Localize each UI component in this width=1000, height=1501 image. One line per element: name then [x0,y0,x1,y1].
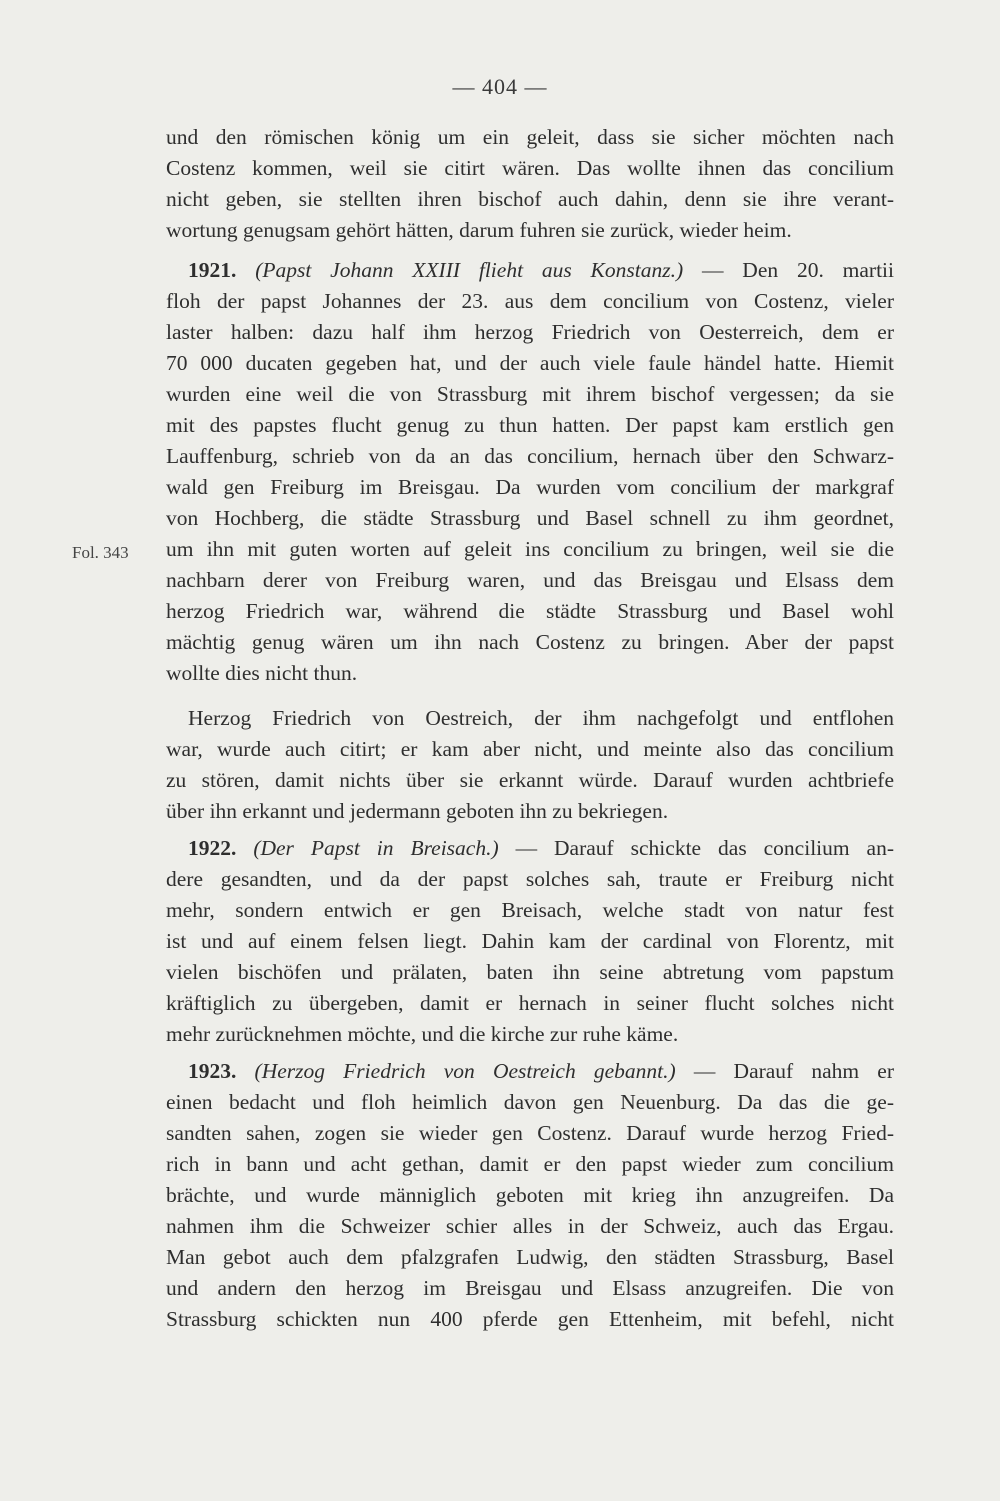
section-heading-rest: — Darauf nahm er [693,1059,895,1083]
text-line: herzog Friedrich war, während die städte Strassburg und Basel wohl [166,599,894,623]
section-title: (Papst Johann XXIII flieht aus Konstanz.) [255,258,684,282]
text-line: nahmen ihm die Schweizer schier alles in der Schweiz, auch das Ergau. [166,1214,894,1238]
margin-note: Fol. 343 [72,543,129,562]
text-line: rich in bann und acht gethan, damit er den papst wieder zum concilium [166,1152,894,1176]
text-line: um ihn mit guten worten auf geleit ins concilium zu bringen, weil sie die [166,537,894,561]
text-line: nicht geben, sie stellten ihren bischof auch dahin, denn sie ihre verant- [166,187,894,211]
section-number: 1922. [188,836,237,860]
text-line: zu stören, damit nichts über sie erkannt würde. Darauf wurden achtbriefe [166,768,894,792]
text-line: und den römischen könig um ein geleit, dass sie sicher möchten nach [166,125,894,149]
text-line: von Hochberg, die städte Strassburg und Basel schnell zu ihm geordnet, [166,506,894,530]
section-heading-line [166,833,894,864]
text-line: mehr, sondern entwich er gen Breisach, welche stadt von natur fest [166,898,894,922]
page-number: — 404 — [452,74,548,99]
text-line: und andern den herzog im Breisgau und Elsass anzugreifen. Die von [166,1276,894,1300]
text-line: kräftiglich zu übergeben, damit er hernach in seiner flucht solches nicht [166,991,894,1015]
section-heading-rest: — Darauf schickte das concilium an- [515,836,895,860]
text-line: ist und auf einem felsen liegt. Dahin kam der cardinal von Florentz, mit [166,929,894,953]
text-line: über ihn erkannt und jedermann geboten ihn zu bekriegen. [166,799,669,823]
text-line: wurden eine weil die von Strassburg mit ihrem bischof vergessen; da sie [166,382,894,406]
text-line: 70 000 ducaten gegeben hat, und der auch viele faule händel hatte. Hiemit [166,351,894,375]
text-line: floh der papst Johannes der 23. aus dem concilium von Costenz, vieler [166,289,894,313]
text-line: Strassburg schickten nun 400 pferde gen Ettenheim, mit befehl, nicht [166,1307,894,1331]
paragraph-continuation [166,122,894,246]
section-heading-line [166,255,894,286]
section-heading-line [166,1056,894,1087]
text-line: sandten sahen, zogen sie wieder gen Costenz. Darauf wurde herzog Fried- [166,1121,894,1145]
section-number: 1923. [188,1059,237,1083]
text-line: Costenz kommen, weil sie citirt wären. Das wollte ihnen das concilium [166,156,894,180]
text-line: einen bedacht und floh heimlich davon gen Neuenburg. Da das die ge- [166,1090,894,1114]
section-1923 [166,1056,894,1335]
text-line: vielen bischöfen und prälaten, baten ihn seine abtretung vom papstum [166,960,894,984]
text-line: nachbarn derer von Freiburg waren, und das Breisgau und Elsass dem [166,568,894,592]
section-title: (Herzog Friedrich von Oestreich gebannt.) [254,1059,676,1083]
text-line: mächtig genug wären um ihn nach Costenz zu bringen. Aber der papst [166,630,894,654]
text-line: laster halben: dazu half ihm herzog Friedrich von Oesterreich, dem er [166,320,894,344]
section-number: 1921. [188,258,237,282]
section-1921 [166,255,894,689]
paragraph-herzog [166,703,894,827]
text-line: dere gesandten, und da der papst solches sah, traute er Freiburg nicht [166,867,894,891]
text-line: mit des papstes flucht genug zu thun hatten. Der papst kam erstlich gen [166,413,894,437]
section-heading-rest: — Den 20. martii [701,258,895,282]
text-line: wortung genugsam gehört hätten, darum fuhren sie zurück, wieder heim. [166,218,792,242]
section-1922 [166,833,894,1050]
text-line: wollte dies nicht thun. [166,661,358,685]
text-line: wald gen Freiburg im Breisgau. Da wurden vom concilium der markgraf [166,475,894,499]
text-line: Lauffenburg, schrieb von da an das concilium, hernach über den Schwarz- [166,444,894,468]
text-line: mehr zurücknehmen möchte, und die kirche zur ruhe käme. [166,1022,679,1046]
text-line: Herzog Friedrich von Oestreich, der ihm nachgefolgt und entflohen [188,706,894,730]
section-title: (Der Papst in Breisach.) [253,836,499,860]
text-line: war, wurde auch citirt; er kam aber nicht, und meinte also das concilium [166,737,894,761]
text-line: brächte, und wurde männiglich geboten mit krieg ihn anzugreifen. Da [166,1183,894,1207]
text-line: Man gebot auch dem pfalzgrafen Ludwig, den städten Strassburg, Basel [166,1245,894,1269]
